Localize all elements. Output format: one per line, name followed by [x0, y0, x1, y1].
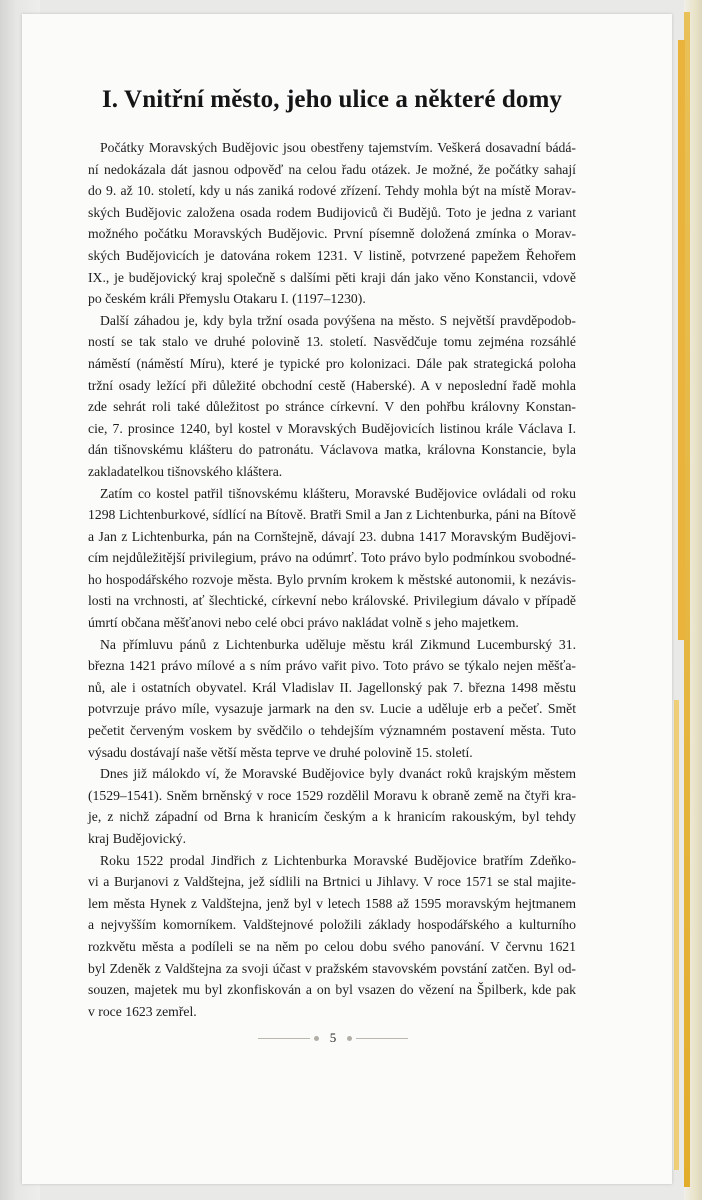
text-line: Dnes již málokdo ví, že Moravské Budějovice byly dvanáct roků krajským městem	[100, 766, 576, 782]
text-line: Roku 1522 prodal Jindřich z Lichtenburka Moravské Budějovice bratřím Zdeňko-	[100, 852, 576, 868]
body-text	[88, 137, 576, 1022]
text-line: a nejvyšším komorníkem. Valdštejnové položili základy hospodářského a kulturního	[88, 917, 576, 933]
text-line: byl Zdeněk z Valdštejna za svoji účast v pražském stavovském povstání zatčen. Byl od-	[88, 960, 576, 976]
text-line: března 1421 právo mílové a s ním právo vařit pivo. Toto právo se týkalo nejen měšťa-	[88, 658, 576, 674]
text-line: dán tišnovskému klášteru do patronátu. Václavova matka, královna Konstancie, byla	[88, 442, 576, 458]
text-line: (1529–1541). Sněm brněnský v roce 1529 rozdělil Moravu k obraně země na čtyři kra-	[88, 787, 576, 803]
text-line: cím nejdůležitější privilegium, právo na odúmrť. Toto právo bylo podmínkou svobodné-	[88, 550, 576, 566]
text-line: ností se tak stalo ve druhé polovině 13. století. Nasvědčuje tomu zejména rozsáhlé	[88, 334, 576, 350]
paragraph	[88, 483, 576, 634]
page-number: 5	[329, 1030, 337, 1045]
text-line: ho hospodářského rozvoje města. Bylo prvním krokem k městské autonomii, k nezávis-	[88, 571, 576, 587]
text-line: 1298 Lichtenburkové, sídlící na Bítově. Bratři Smil a Jan z Lichtenburka, páni na Bítově	[88, 507, 576, 523]
text-line: po českém králi Přemyslu Otakaru I. (1197–1230).	[88, 291, 366, 307]
text-line: tržní osady ležící při důležité obchodní cestě (Haberské). A v neposlední řadě mohla	[88, 377, 576, 393]
text-line: Další záhadou je, kdy byla tržní osada povýšena na město. S největší pravděpodob-	[100, 312, 576, 328]
text-line: Počátky Moravských Budějovic jsou obestřeny tajemstvím. Veškerá dosavadní bádá-	[100, 140, 576, 155]
yellow-tab-strip-lower	[674, 700, 679, 1170]
text-line: pečetit červeným voskem by svědčilo o tehdejším významném postavení města. Tuto	[88, 723, 576, 739]
text-line: Zatím co kostel patřil tišnovskému klášteru, Moravské Budějovice ovládali od roku	[100, 485, 576, 501]
text-line: potvrzuje právo míle, vysazuje jarmark na den sv. Lucie a uděluje erb a pečeť. Smět	[88, 701, 576, 717]
text-line: losti na vrchnosti, ať šlechtické, církevní nebo královské. Privilegium dávalo v případě	[88, 593, 576, 609]
text-line: a Jan z Lichtenburka, pán na Cornštejně, dávají 23. dubna 1417 Moravským Budějovi-	[88, 528, 576, 544]
text-line: ní nedokázala dát jasnou odpověď na celou řadu otázek. Je možné, že počátky sahají	[88, 161, 576, 177]
text-line: možného počátku Moravských Budějovic. První písemně doložená zmínka o Morav-	[88, 226, 576, 242]
paragraph	[88, 763, 576, 849]
chapter-title: I. Vnitřní město, jeho ulice a některé domy	[101, 86, 563, 113]
text-line: lem města Hynek z Valdštejna, jenž byl v letech 1588 až 1595 moravským hejtmanem	[88, 895, 576, 911]
text-line: kraj Budějovický.	[88, 831, 187, 846]
footer-dot-right	[347, 1036, 352, 1041]
text-line: souzen, majetek mu byl zkonfiskován a on byl vsazen do vězení na Špilberk, kde pak	[88, 982, 576, 998]
yellow-tab-strip	[678, 40, 685, 640]
text-line: náměstí (náměstí Míru), které je typické pro kolonizaci. Dále pak strategická poloha	[88, 355, 576, 371]
page-content	[88, 84, 576, 1022]
text-line: nů, ale i ostatních obyvatel. Král Vladislav II. Jagellonský pak 7. března 1498 městu	[88, 679, 576, 695]
paragraph	[88, 137, 576, 310]
paragraph	[88, 634, 576, 764]
text-line: úmrtí občana měšťanovi nebo celé obci právo nakládat volně s jeho majetkem.	[88, 615, 519, 631]
text-line: zde sehrát roli také důležitost po stránce církevní. V den pohřbu královny Konstan-	[88, 399, 576, 415]
text-line: vi a Burjanovi z Valdštejna, jež sídlili na Brtnici u Jihlavy. V roce 1571 se stal majite-	[88, 874, 576, 890]
text-line: je, z nichž západní od Brna k hranicím českým a k hranicím rakouským, byl tehdy	[88, 809, 576, 825]
text-line: v roce 1623 zemřel.	[88, 1003, 197, 1019]
page-footer	[258, 1030, 408, 1050]
paragraph	[88, 850, 576, 1023]
text-line: cie, 7. prosince 1240, byl kostel v Moravských Budějovicích listinou krále Václava I.	[88, 420, 576, 436]
text-line: ských Budějovicích je datována rokem 1231. V listině, potvrzené papežem Řehořem	[88, 247, 576, 263]
text-line: IX., je budějovický kraj společně s dalšími pěti kraji dán jako věno Konstancii, vdově	[88, 269, 576, 285]
text-line: ských Budějovic založena osada rodem Budijoviců či Budějů. Toto je jedna z variant	[88, 204, 576, 220]
text-line: zakladatelkou tišnovského kláštera.	[88, 463, 283, 479]
text-line: výsadu dostávají naše větší města teprve ve druhé polovině 15. století.	[88, 744, 473, 760]
text-line: rozkvětu města a podíleli se na něm po celou dobu svého panování. V červnu 1621	[88, 938, 576, 954]
text-line: Na přímluvu pánů z Lichtenburka uděluje městu král Zikmund Lucemburský 31.	[100, 636, 576, 652]
text-line: do 9. až 10. století, kdy u nás zaniká rodové zřízení. Tehdy mohla být na místě Morav-	[88, 183, 576, 199]
paragraph	[88, 310, 576, 483]
footer-rule-right	[356, 1038, 408, 1039]
